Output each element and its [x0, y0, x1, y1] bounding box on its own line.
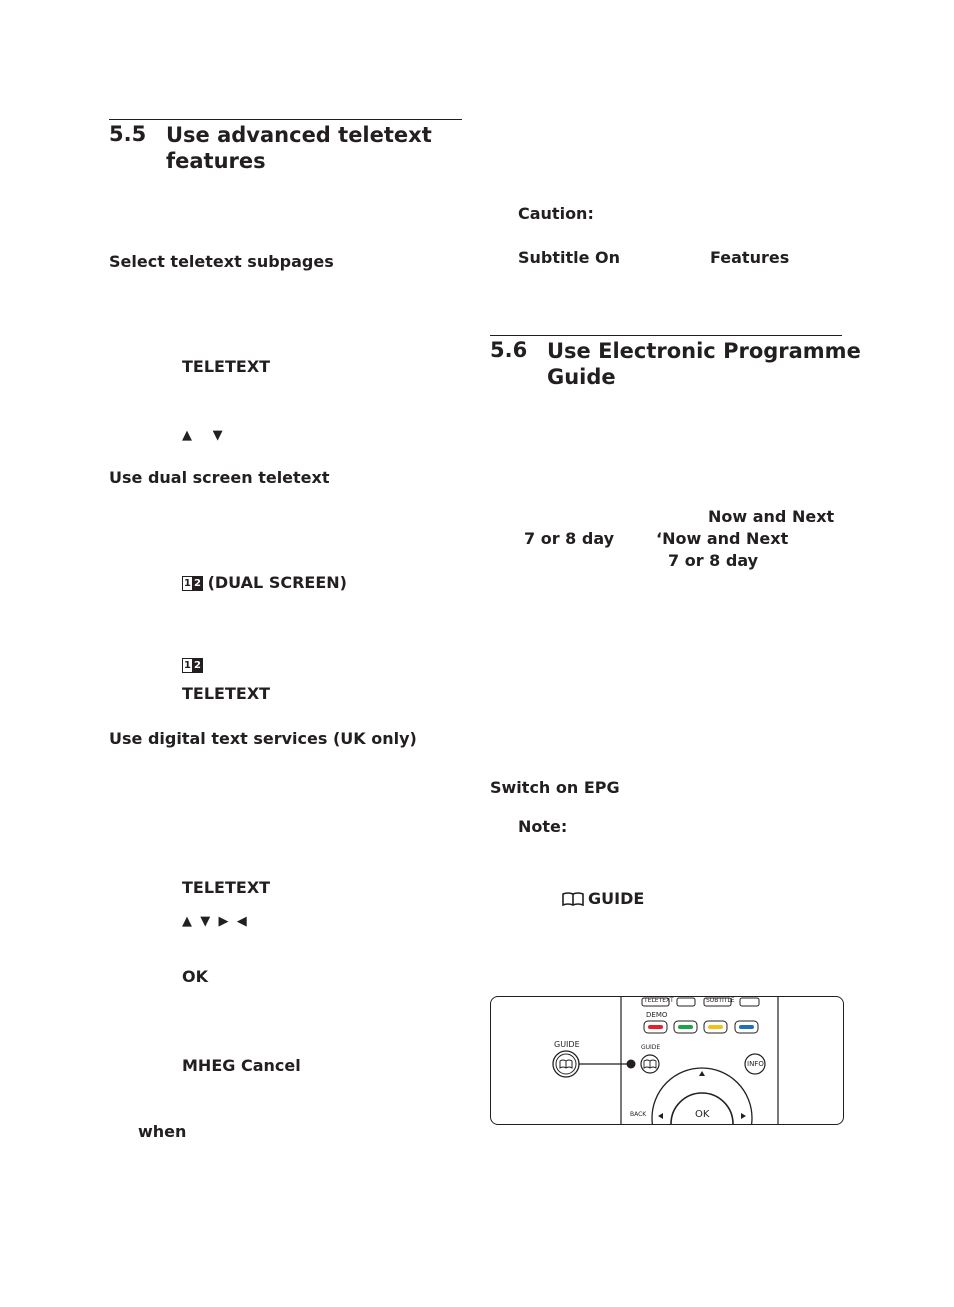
- now-and-next-quoted-label: ‘Now and Next: [656, 529, 789, 548]
- remote-demo-label: DEMO: [646, 1011, 668, 1019]
- remote-ok-label: OK: [695, 1109, 710, 1120]
- dual-screen-icon: 1 2: [182, 658, 202, 673]
- ok-key-label: OK: [182, 967, 208, 986]
- teletext-key-label-2: TELETEXT: [182, 684, 271, 703]
- remote-subtitle-label: SUBTITLE: [706, 997, 735, 1004]
- section-number-5-6: 5.6: [490, 338, 528, 362]
- guide-book-icon: [562, 891, 584, 907]
- seven-or-eight-day-label-1: 7 or 8 day: [524, 529, 615, 548]
- section-rule-5-6: [490, 335, 842, 336]
- subheading-teletext-subpages: Select teletext subpages: [109, 252, 334, 271]
- blue-button: [739, 1025, 754, 1029]
- remote-guide-small-label: GUIDE: [641, 1044, 661, 1051]
- dual-screen-label: (DUAL SCREEN): [207, 573, 347, 592]
- features-label: Features: [710, 248, 790, 267]
- section-title-5-6-line2: Guide: [547, 365, 616, 389]
- section-title-5-5-line2: features: [166, 149, 266, 173]
- green-button: [678, 1025, 693, 1029]
- red-button: [648, 1025, 663, 1029]
- guide-callout-label: GUIDE: [554, 1040, 580, 1049]
- remote-control-illustration: [490, 996, 844, 1125]
- dual-screen-key-2: [182, 655, 202, 674]
- when-label: when: [138, 1122, 187, 1141]
- up-down-arrows: ▲ ▼: [182, 428, 223, 443]
- remote-info-label: INFO: [747, 1060, 764, 1068]
- teletext-key-label-3: TELETEXT: [182, 878, 271, 897]
- section-title-5-5-line1: Use advanced teletext: [166, 123, 432, 147]
- note-label: Note:: [518, 817, 568, 836]
- caution-label: Caution:: [518, 204, 594, 223]
- remote-teletext-label: TELETEXT: [644, 997, 674, 1004]
- dual-screen-icon: 1 2: [182, 576, 202, 591]
- mheg-cancel-label: MHEG Cancel: [182, 1056, 301, 1075]
- section-title-5-6-line1: Use Electronic Programme: [547, 339, 861, 363]
- guide-key: [562, 889, 644, 908]
- section-rule-5-5: [109, 119, 462, 120]
- yellow-button: [708, 1025, 723, 1029]
- subheading-dual-screen: Use dual screen teletext: [109, 468, 330, 487]
- subtitle-on-label: Subtitle On: [518, 248, 621, 267]
- remote-back-label: BACK: [630, 1111, 647, 1118]
- dual-screen-key: [182, 573, 347, 592]
- now-and-next-label: Now and Next: [708, 507, 835, 526]
- teletext-key-label-1: TELETEXT: [182, 357, 271, 376]
- guide-label: GUIDE: [588, 889, 645, 908]
- navigation-arrows: ▲ ▼ ▶ ◀: [182, 914, 247, 929]
- seven-or-eight-day-label-2: 7 or 8 day: [668, 551, 759, 570]
- subheading-switch-on-epg: Switch on EPG: [490, 778, 620, 797]
- subheading-digital-text: Use digital text services (UK only): [109, 729, 417, 748]
- section-number-5-5: 5.5: [109, 122, 147, 146]
